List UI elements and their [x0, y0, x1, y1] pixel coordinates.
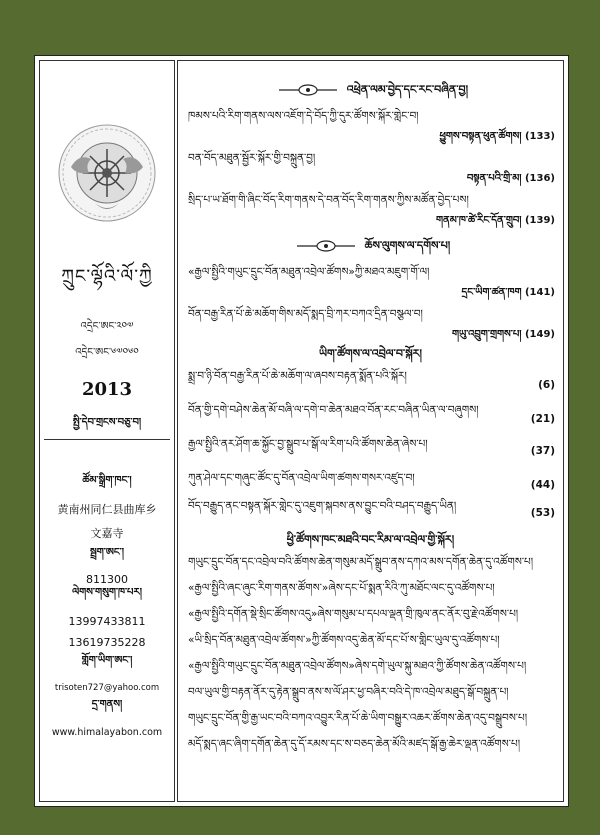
article-author-3: གནམ་ཁ་ཚེ་རིང་དོན་གྲུབ། (139) — [436, 215, 555, 226]
email-label: གློག་ཡིག་ཨང་། — [81, 655, 133, 666]
section-header-4: ཕྱི་ཚོགས་ཁང་མཐའི་བང་རིམ་ལ་འབྲེལ་གྱི་སྐོར། — [286, 533, 455, 546]
section-title-1: འཕྲེན་ལམ་བྱེད་དང་རང་བཞིན་བྱ། — [346, 83, 469, 96]
website-link[interactable]: www.himalayabon.com — [51, 727, 163, 738]
left-column — [39, 60, 175, 802]
article-row-2: བན་བོད་མཐུན་སྦྱོར་སྐོར་གྱི་བསྐྲུན་བྱ། — [188, 152, 316, 164]
contact-website — [40, 693, 174, 738]
issn-number: འདྲེང་ཨང་༦༧༠༦༠ — [75, 347, 139, 358]
phone-label: ལེགས་གསུག་ཁ་པར། — [72, 587, 142, 598]
item-row-2: བོན་གྱི་དགེ་བཤེས་ཆེན་མོ་བཞི་ལ་དགེ་བ་ཆེན་མཐའ་བོན་རང་བཞིན་ཡིན་ལ་བཞུགས། — [188, 404, 479, 416]
news-line-1: གཡུང་དྲུང་བོན་དང་འབྲེལ་བའི་ཚོགས་ཆེན་གསུམ་མདོ་སྒྲུབ་ནས་དཀའ་མས་དགོན་ཆེན་དུ་འཚོགས་པ། — [188, 556, 534, 568]
article-author-5: གཡུ་འབྲུག་གྲགས་པ། (149) — [452, 329, 555, 340]
article-author-4: དྲང་ཡིག་ཚན་ཁག (141) — [461, 287, 555, 298]
section-header-2 — [178, 233, 563, 264]
ornament-icon — [277, 83, 339, 97]
website-label: དྲ་གནས། — [91, 699, 123, 710]
phone-2: 13619735228 — [68, 636, 146, 649]
contact-phone — [40, 581, 174, 649]
year: 2013 — [81, 379, 133, 400]
news-line-4: «ཡི་སྲིད་བོན་མཐུན་འབྲེལ་ཚོགས་»ཀྱི་ཚོགས་འདུ་ཆེན་མོ་དང་པོ་ས་གླིང་ཡུལ་དུ་འཚོགས་པ། — [188, 634, 500, 646]
news-line-6: བལ་ཡུལ་གྱི་བརྟན་ནོར་དུ་རྟེན་སྒྲུབ་ནས་ས་ལོ་ཤར་ཕྱ་བཞིར་བའི་དེ་ཁ་འབྲེལ་མཐུད་སྒོ་བསྐྲུན་པ། — [188, 686, 509, 698]
news-line-2: «རྒྱལ་སྤྱིའི་ཞང་ཞུང་རིག་གནས་ཚོགས་»ཞེས་དང་པོ་སྨན་རིའི་ཀུ་མཐོང་ལང་དུ་འཚོགས་པ། — [188, 582, 495, 594]
article-row-3: སྲིད་པ་ཡ་ཐོག་གི་ཞིང་བོད་རིག་གནས་དེ་བན་བོད་རིག་གནས་ཀྱིས་མཚོན་བྱེད་པས། — [188, 194, 469, 206]
item-page-2: (21) — [530, 413, 555, 425]
divider — [44, 439, 170, 440]
journal-title: ཀྲུང་ལྷོའི་ལོ་ཀྱི — [61, 266, 153, 287]
address-line-2: 文嘉寺 — [90, 527, 124, 540]
article-row-5: བོན་བརྒྱ་རིན་པོ་ཆེ་མཆོག་གིས་མདོ་སྨད་བྲི་ཀར་བཀའ་དྲིན་བསྩལ་བ། — [188, 308, 423, 320]
news-line-3: «རྒྱལ་སྤྱིའི་དགོན་སྡེ་སྲིང་ཚོགས་འདུ»ཞེས་གསུམ་པ་དཔལ་ལྡན་གྲི་ཁུལ་ནང་ནོར་བུ་རྗེ་འཚོགས་པ། — [188, 608, 519, 620]
item-row-4: ཀུན་ཤེལ་དང་གཞུང་ཚོང་དུ་བོན་འབྲེལ་ཡིག་ཚགས་གསར་འཛུད་བ། — [188, 472, 415, 484]
email-address[interactable]: trisoten727@yahoo.com — [54, 683, 160, 693]
section-title-2: ཆོས་ལུགས་ལ་དགོས་པ། — [364, 239, 451, 252]
article-row-4: «རྒྱལ་སྤྱིའི་གཡུང་དྲུང་བོན་མཐུན་འབྲེལ་ཚོགས»ཀྱི་མཐའ་མཇུག་གོ་ལ། — [188, 266, 430, 278]
item-row-1: སྨྲ་བ་ཉི་བོན་བརྒྱ་རིན་པོ་ཆེ་མཆོག་ལ་ཞབས་བརྟན་སྨོན་པའི་སྐོར། — [188, 370, 407, 382]
article-author-1: ཕྱུགས་བསྟན་ཕུན་ཚོགས། (133) — [439, 131, 555, 142]
item-page-3: (37) — [530, 445, 555, 457]
item-page-1: (6) — [538, 379, 555, 391]
phone-1: 13997433811 — [68, 615, 146, 628]
contact-org — [40, 469, 174, 541]
contact-email — [40, 649, 174, 693]
postal-label: སྦྲག་ཨང་། — [90, 547, 124, 558]
news-line-8: མདོ་སྨད་ཞང་ཞིག་དགོན་ཆེན་དུ་དོ་རམས་དང་ས་བཅད་ཆེན་མོའི་མཛད་སྒོ་རྒྱ་ཆེར་ལྡན་འཚོགས་པ། — [188, 738, 521, 750]
item-row-3: རྒྱལ་སྤྱིའི་ནར་ཤོག་ཆ་སྐྱོང་བྱ་སྒྲུབ་པ་སྒོ་ལ་རིག་པའི་ཚོགས་ཆེན་ཞེས་པ། — [188, 438, 428, 450]
section-header-1 — [178, 77, 563, 108]
org-label: ཚོམ་སྒྲིག་ཁང་། — [82, 475, 132, 486]
item-page-4: (44) — [530, 479, 555, 491]
postal-code: 811300 — [86, 573, 128, 586]
section-header-3: ཡིག་ཚོགས་ལ་འབྲེལ་བ་སྐོར། — [319, 347, 422, 360]
contact-postal — [40, 541, 174, 586]
ornament-icon — [295, 239, 357, 253]
right-column — [177, 60, 564, 802]
article-row-1: ཁམས་པའི་རིག་གནས་ལས་འཇོག་དེ་བོད་ཀྱི་དུར་ཚོགས་སྐོར་གླེང་བ། — [188, 110, 419, 122]
address-line-1: 黄南州同仁县曲库乡 — [57, 503, 157, 516]
news-line-7: གཡུང་དྲུང་བོན་གྱི་རྒྱ་ཡང་བའི་བཀའ་འབྱུར་རིན་པོ་ཆེ་ཡིག་བསྒྱུར་འཆར་ཚོགས་ཆེན་འདུ་བསྒྲུབས་པ། — [188, 712, 528, 724]
issue-label: སྤྱི་དེབ་གྲངས་བཅུ་བ། — [72, 417, 142, 428]
serial-number: འདྲེང་ཨང་༢༠༧ — [80, 321, 134, 332]
item-row-5: བོད་བརྒྱུད་ནང་བསྟན་སྐོར་གླེང་དུ་འཇུག་སྐབས་ནས་བྱུང་བའི་བཤད་བརྒྱུད་ཡིན། — [188, 500, 457, 512]
article-author-2: བསྟན་པའི་གྲི་མ། (136) — [466, 173, 555, 184]
journal-cover-page — [34, 55, 569, 807]
emblem-seal-image — [57, 123, 157, 223]
news-line-5: «རྒྱལ་སྤྱིའི་གཡུང་དྲུང་བོན་མཐུན་འབྲེལ་ཚོགས»ཞེས་དགེ་ཡུལ་སྐུ་མཐའ་ཀྱི་ཚོགས་ཆེན་འཚོགས་པ། — [188, 660, 527, 672]
item-page-5: (53) — [530, 507, 555, 519]
